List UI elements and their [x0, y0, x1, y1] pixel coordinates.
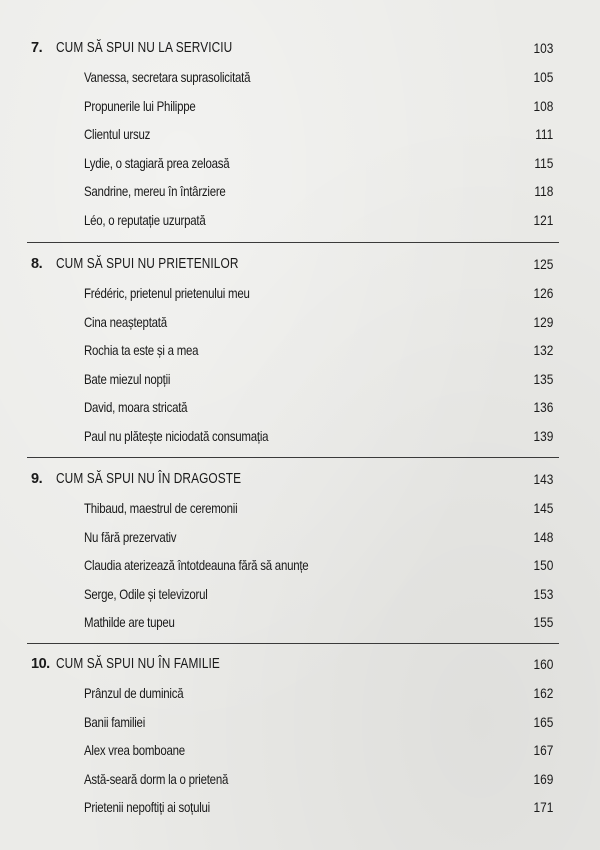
entry-title: Prânzul de duminică [84, 685, 184, 701]
section-divider [27, 242, 559, 243]
toc-entry[interactable] [0, 149, 600, 178]
toc-entry[interactable] [0, 308, 600, 337]
entry-page-number: 153 [533, 585, 553, 602]
entry-page-number: 171 [533, 799, 553, 815]
chapter-heading[interactable] [0, 249, 600, 279]
entry-page-number: 162 [533, 685, 553, 701]
entry-title: Mathilde are tupeu [84, 614, 175, 630]
entry-page-number: 169 [533, 770, 553, 787]
entry-page-number: 135 [533, 370, 553, 387]
chapter-number: 9. [31, 471, 43, 487]
toc-entry[interactable] [0, 422, 600, 451]
entry-title: Serge, Odile și televizorul [84, 585, 208, 602]
toc-entry[interactable] [0, 120, 600, 149]
entry-title: Lydie, o stagiară prea zeloasă [84, 154, 230, 171]
entry-page-number: 167 [533, 742, 553, 758]
entry-page-number: 150 [533, 557, 553, 573]
chapter-page-number: 103 [533, 40, 553, 56]
entry-title: Clientul ursuz [84, 126, 151, 142]
toc-entry[interactable] [0, 580, 600, 609]
entry-page-number: 155 [533, 614, 553, 630]
chapter-number: 7. [31, 40, 43, 56]
toc-entry[interactable] [0, 608, 600, 637]
toc-entry[interactable] [0, 551, 600, 580]
toc-entry[interactable] [0, 793, 600, 822]
chapter-number: 8. [31, 256, 43, 272]
chapter-7 [0, 33, 600, 234]
entry-page-number: 115 [534, 154, 553, 171]
toc-entry[interactable] [0, 92, 600, 121]
chapter-title: CUM SĂ SPUI NU ÎN FAMILIE [56, 656, 220, 672]
entry-title: Bate miezul nopții [84, 370, 171, 387]
entry-page-number: 126 [533, 285, 553, 301]
chapter-heading[interactable] [0, 33, 600, 63]
entry-page-number: 132 [533, 342, 553, 358]
entry-page-number: 145 [533, 500, 553, 516]
toc-entry[interactable] [0, 523, 600, 552]
entry-title: Vanessa, secretara suprasolicitată [84, 69, 251, 85]
entry-title: Cina neașteptată [84, 313, 167, 330]
section-divider [27, 643, 559, 644]
entry-page-number: 148 [533, 528, 553, 545]
toc-entry[interactable] [0, 336, 600, 365]
chapter-9 [0, 464, 600, 637]
entry-title: Nu fără prezervativ [84, 528, 177, 545]
entry-title: Paul nu plătește niciodată consumația [84, 427, 269, 444]
toc-entry[interactable] [0, 206, 600, 235]
toc-entry[interactable] [0, 63, 600, 92]
chapter-title: CUM SĂ SPUI NU LA SERVICIU [56, 40, 233, 56]
chapter-page-number: 143 [533, 471, 553, 487]
entry-title: Claudia aterizează întotdeauna fără să anunțe [84, 557, 309, 573]
toc-entry[interactable] [0, 765, 600, 794]
chapter-heading[interactable] [0, 649, 600, 679]
entry-page-number: 105 [533, 69, 553, 85]
entry-title: David, moara stricată [84, 399, 188, 415]
entry-page-number: 118 [534, 183, 553, 199]
toc-entry[interactable] [0, 393, 600, 422]
entry-title: Prietenii nepoftiți ai soțului [84, 799, 210, 815]
chapter-10 [0, 649, 600, 822]
entry-page-number: 108 [533, 97, 553, 114]
entry-title: Banii familiei [84, 713, 146, 730]
chapter-title: CUM SĂ SPUI NU PRIETENILOR [56, 256, 239, 272]
entry-page-number: 129 [533, 313, 553, 330]
toc-entry[interactable] [0, 365, 600, 394]
chapter-title: CUM SĂ SPUI NU ÎN DRAGOSTE [56, 471, 242, 487]
entry-title: Propunerile lui Philippe [84, 97, 196, 114]
chapter-8 [0, 249, 600, 450]
entry-page-number: 165 [533, 713, 553, 730]
entry-title: Alex vrea bomboane [84, 742, 185, 758]
chapter-page-number: 125 [533, 256, 553, 272]
toc-entry[interactable] [0, 494, 600, 523]
toc-entry[interactable] [0, 177, 600, 206]
toc-entry[interactable] [0, 708, 600, 737]
entry-title: Frédéric, prietenul prietenului meu [84, 285, 250, 301]
entry-title: Sandrine, mereu în întârziere [84, 183, 226, 199]
chapter-page-number: 160 [533, 656, 553, 672]
toc-entry[interactable] [0, 279, 600, 308]
entry-page-number: 121 [533, 211, 553, 228]
chapter-heading[interactable] [0, 464, 600, 494]
entry-title: Thibaud, maestrul de ceremonii [84, 500, 238, 516]
section-divider [27, 457, 559, 458]
entry-title: Astă-seară dorm la o prietenă [84, 770, 229, 787]
entry-title: Rochia ta este și a mea [84, 342, 199, 358]
chapter-number: 10. [31, 656, 50, 672]
toc-entry[interactable] [0, 679, 600, 708]
entry-page-number: 139 [533, 427, 553, 444]
entry-title: Léo, o reputație uzurpată [84, 211, 206, 228]
toc-entry[interactable] [0, 736, 600, 765]
entry-page-number: 111 [534, 126, 553, 142]
entry-page-number: 136 [533, 399, 553, 415]
